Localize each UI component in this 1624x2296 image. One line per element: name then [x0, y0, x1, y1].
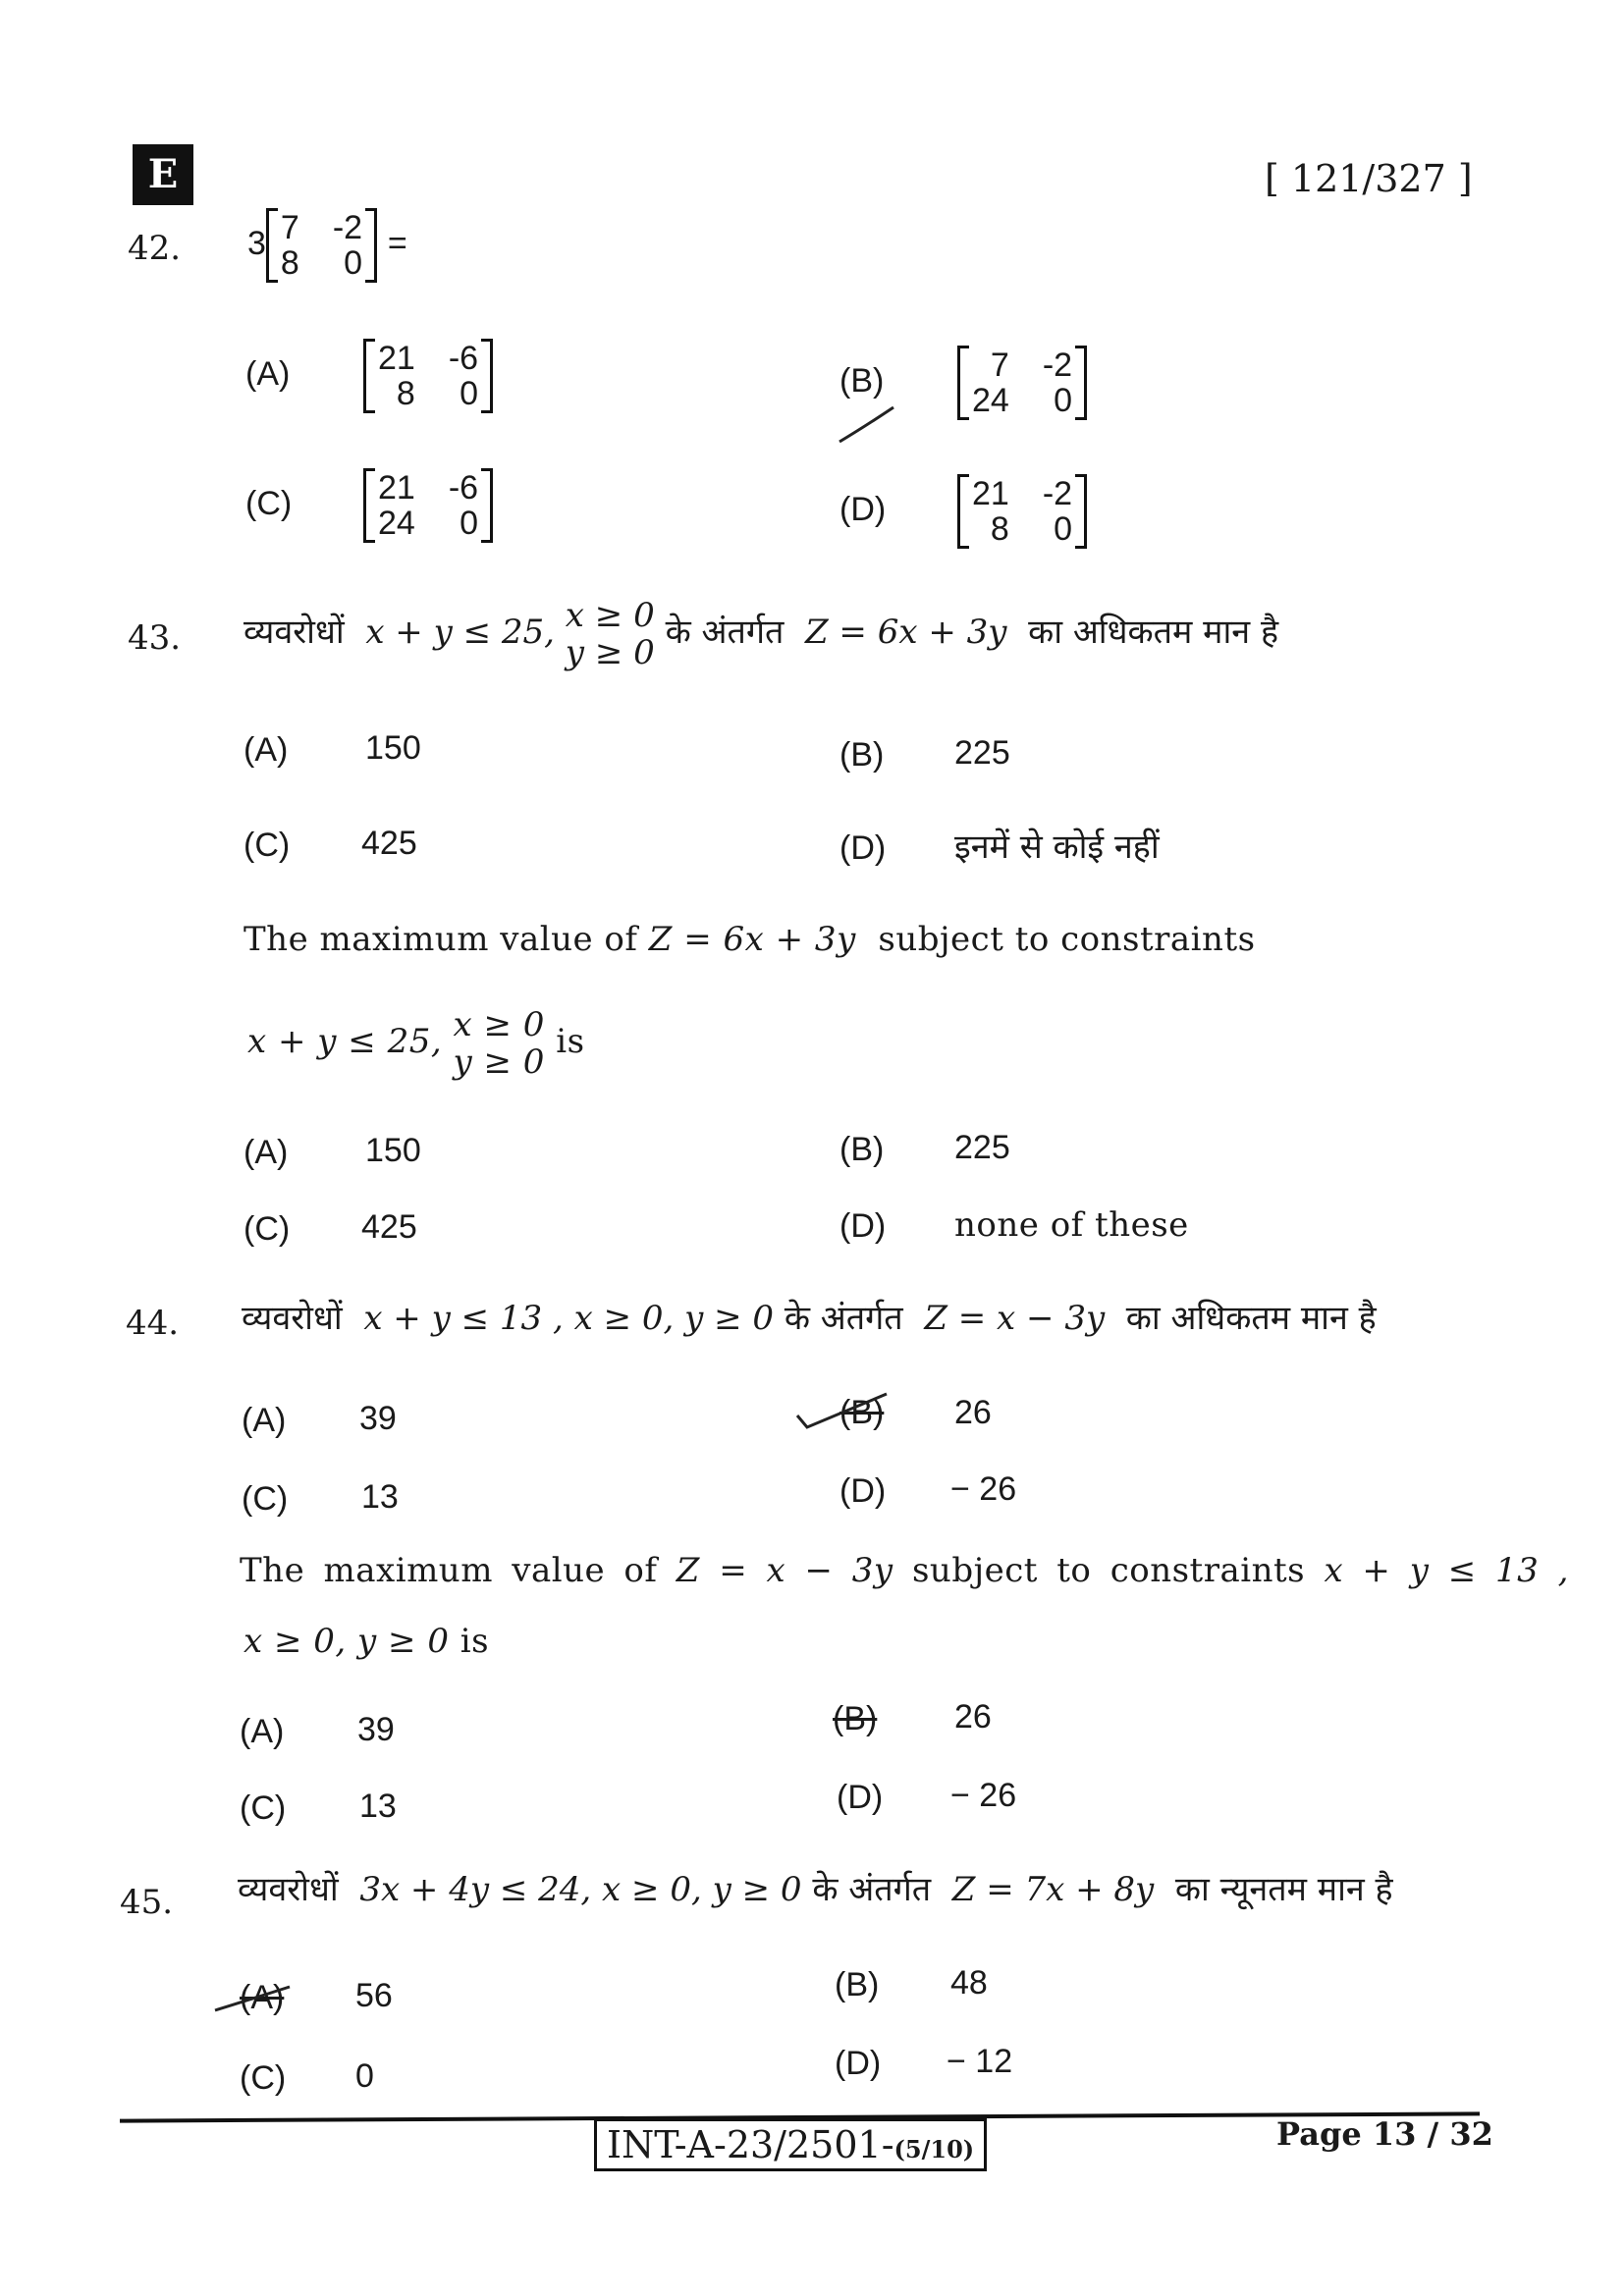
option-43-hi-d-label: (D): [839, 829, 887, 867]
option-44-hi-c-value: 13: [361, 1478, 399, 1516]
option-43-en-c-label: (C): [244, 1210, 291, 1248]
question-43-hindi: व्यवरोधों x + y ≤ 25, x ≥ 0 y ≥ 0 के अंतर्गत Z = 6x + 3y का अधिकतम मान है: [244, 596, 1279, 672]
option-43-en-b-value: 225: [954, 1129, 1010, 1166]
option-43-en-c-value: 425: [361, 1208, 417, 1246]
option-45-c-value: 0: [355, 2057, 374, 2095]
option-43-hi-a-value: 150: [365, 729, 421, 767]
option-44-hi-d-label: (D): [839, 1472, 887, 1510]
option-44-hi-d-value: − 26: [950, 1470, 1017, 1508]
option-44-hi-a-value: 39: [359, 1400, 397, 1437]
option-43-hi-d-value: इनमें से कोई नहीं: [954, 828, 1160, 867]
option-43-hi-b-label: (B): [839, 736, 885, 774]
option-43-en-a-value: 150: [365, 1132, 421, 1169]
option-45-b-value: 48: [950, 1964, 988, 2002]
option-45-b-label: (B): [835, 1966, 880, 2003]
question-44-english-line2: x ≥ 0, y ≥ 0 is: [244, 1622, 490, 1661]
check-mark-icon: [793, 1386, 892, 1435]
option-43-hi-c-label: (C): [244, 827, 291, 864]
option-45-d-value: − 12: [947, 2043, 1013, 2080]
check-mark-icon: [211, 1973, 299, 2022]
option-44-en-b-value: 26: [954, 1698, 992, 1735]
paper-code: [ 121/327 ]: [1265, 157, 1473, 200]
option-44-hi-a-label: (A): [242, 1402, 287, 1439]
option-45-a-label: (A): [240, 1979, 285, 2016]
option-44-en-d-value: − 26: [950, 1777, 1017, 1814]
matrix: 7 -2 8 0: [266, 208, 377, 283]
option-44-en-b-label: (B): [833, 1700, 878, 1737]
option-44-hi-c-label: (C): [242, 1480, 289, 1518]
question-43-english-line2: x + y ≤ 25, x ≥ 0 y ≥ 0 is: [247, 1005, 585, 1082]
option-44-en-d-label: (D): [837, 1779, 884, 1816]
option-42-a: (A) 21 -6 8 0: [245, 339, 493, 413]
option-44-en-c-value: 13: [359, 1788, 397, 1825]
option-43-hi-a-label: (A): [244, 731, 289, 769]
option-43-hi-c-value: 425: [361, 825, 417, 862]
option-43-en-b-label: (B): [839, 1131, 885, 1168]
option-43-en-d-value: none of these: [954, 1205, 1189, 1245]
option-43-en-a-label: (A): [244, 1134, 289, 1171]
question-number-44: 44.: [126, 1304, 180, 1343]
footer-paper-code: INT-A-23/2501-(5/10): [594, 2118, 987, 2171]
option-42-b: (B) 7 -2 24 0: [839, 346, 1087, 420]
option-42-c: (C) 21 -6 24 0: [245, 468, 493, 543]
question-44-hindi: व्यवरोधों x + y ≤ 13 , x ≥ 0, y ≥ 0 के अंतर्गत Z = x − 3y का अधिकतम मान है: [242, 1299, 1377, 1338]
option-44-hi-b-label: (B): [839, 1394, 885, 1431]
question-42-expression: [247, 208, 407, 283]
question-44-english-line1: The maximum value of Z = x − 3y subject to constraints x + y ≤ 13 ,: [240, 1551, 1569, 1590]
option-44-en-c-label: (C): [240, 1789, 287, 1827]
option-45-c-label: (C): [240, 2059, 287, 2097]
option-42-d: (D) 21 -2 8 0: [839, 474, 1087, 549]
equals: =: [387, 225, 407, 262]
option-45-d-label: (D): [835, 2045, 882, 2082]
check-mark-icon: [835, 398, 903, 447]
question-number-45: 45.: [120, 1883, 174, 1922]
option-44-en-a-label: (A): [240, 1713, 285, 1750]
scalar: 3: [247, 225, 266, 262]
page-number: Page 13 / 32: [1276, 2115, 1493, 2153]
question-number-42: 42.: [128, 229, 182, 268]
option-43-en-d-label: (D): [839, 1207, 887, 1245]
question-43-english-line1: The maximum value of Z = 6x + 3y subject to constraints: [244, 920, 1256, 959]
question-number-43: 43.: [128, 618, 182, 658]
option-44-hi-b-value: 26: [954, 1394, 992, 1431]
option-44-en-a-value: 39: [357, 1711, 395, 1748]
option-45-a-value: 56: [355, 1977, 393, 2014]
set-badge: E: [133, 144, 193, 205]
question-45-hindi: व्यवरोधों 3x + 4y ≤ 24, x ≥ 0, y ≥ 0 के अंतर्गत Z = 7x + 8y का न्यूनतम मान है: [238, 1870, 1393, 1909]
option-43-hi-b-value: 225: [954, 734, 1010, 772]
